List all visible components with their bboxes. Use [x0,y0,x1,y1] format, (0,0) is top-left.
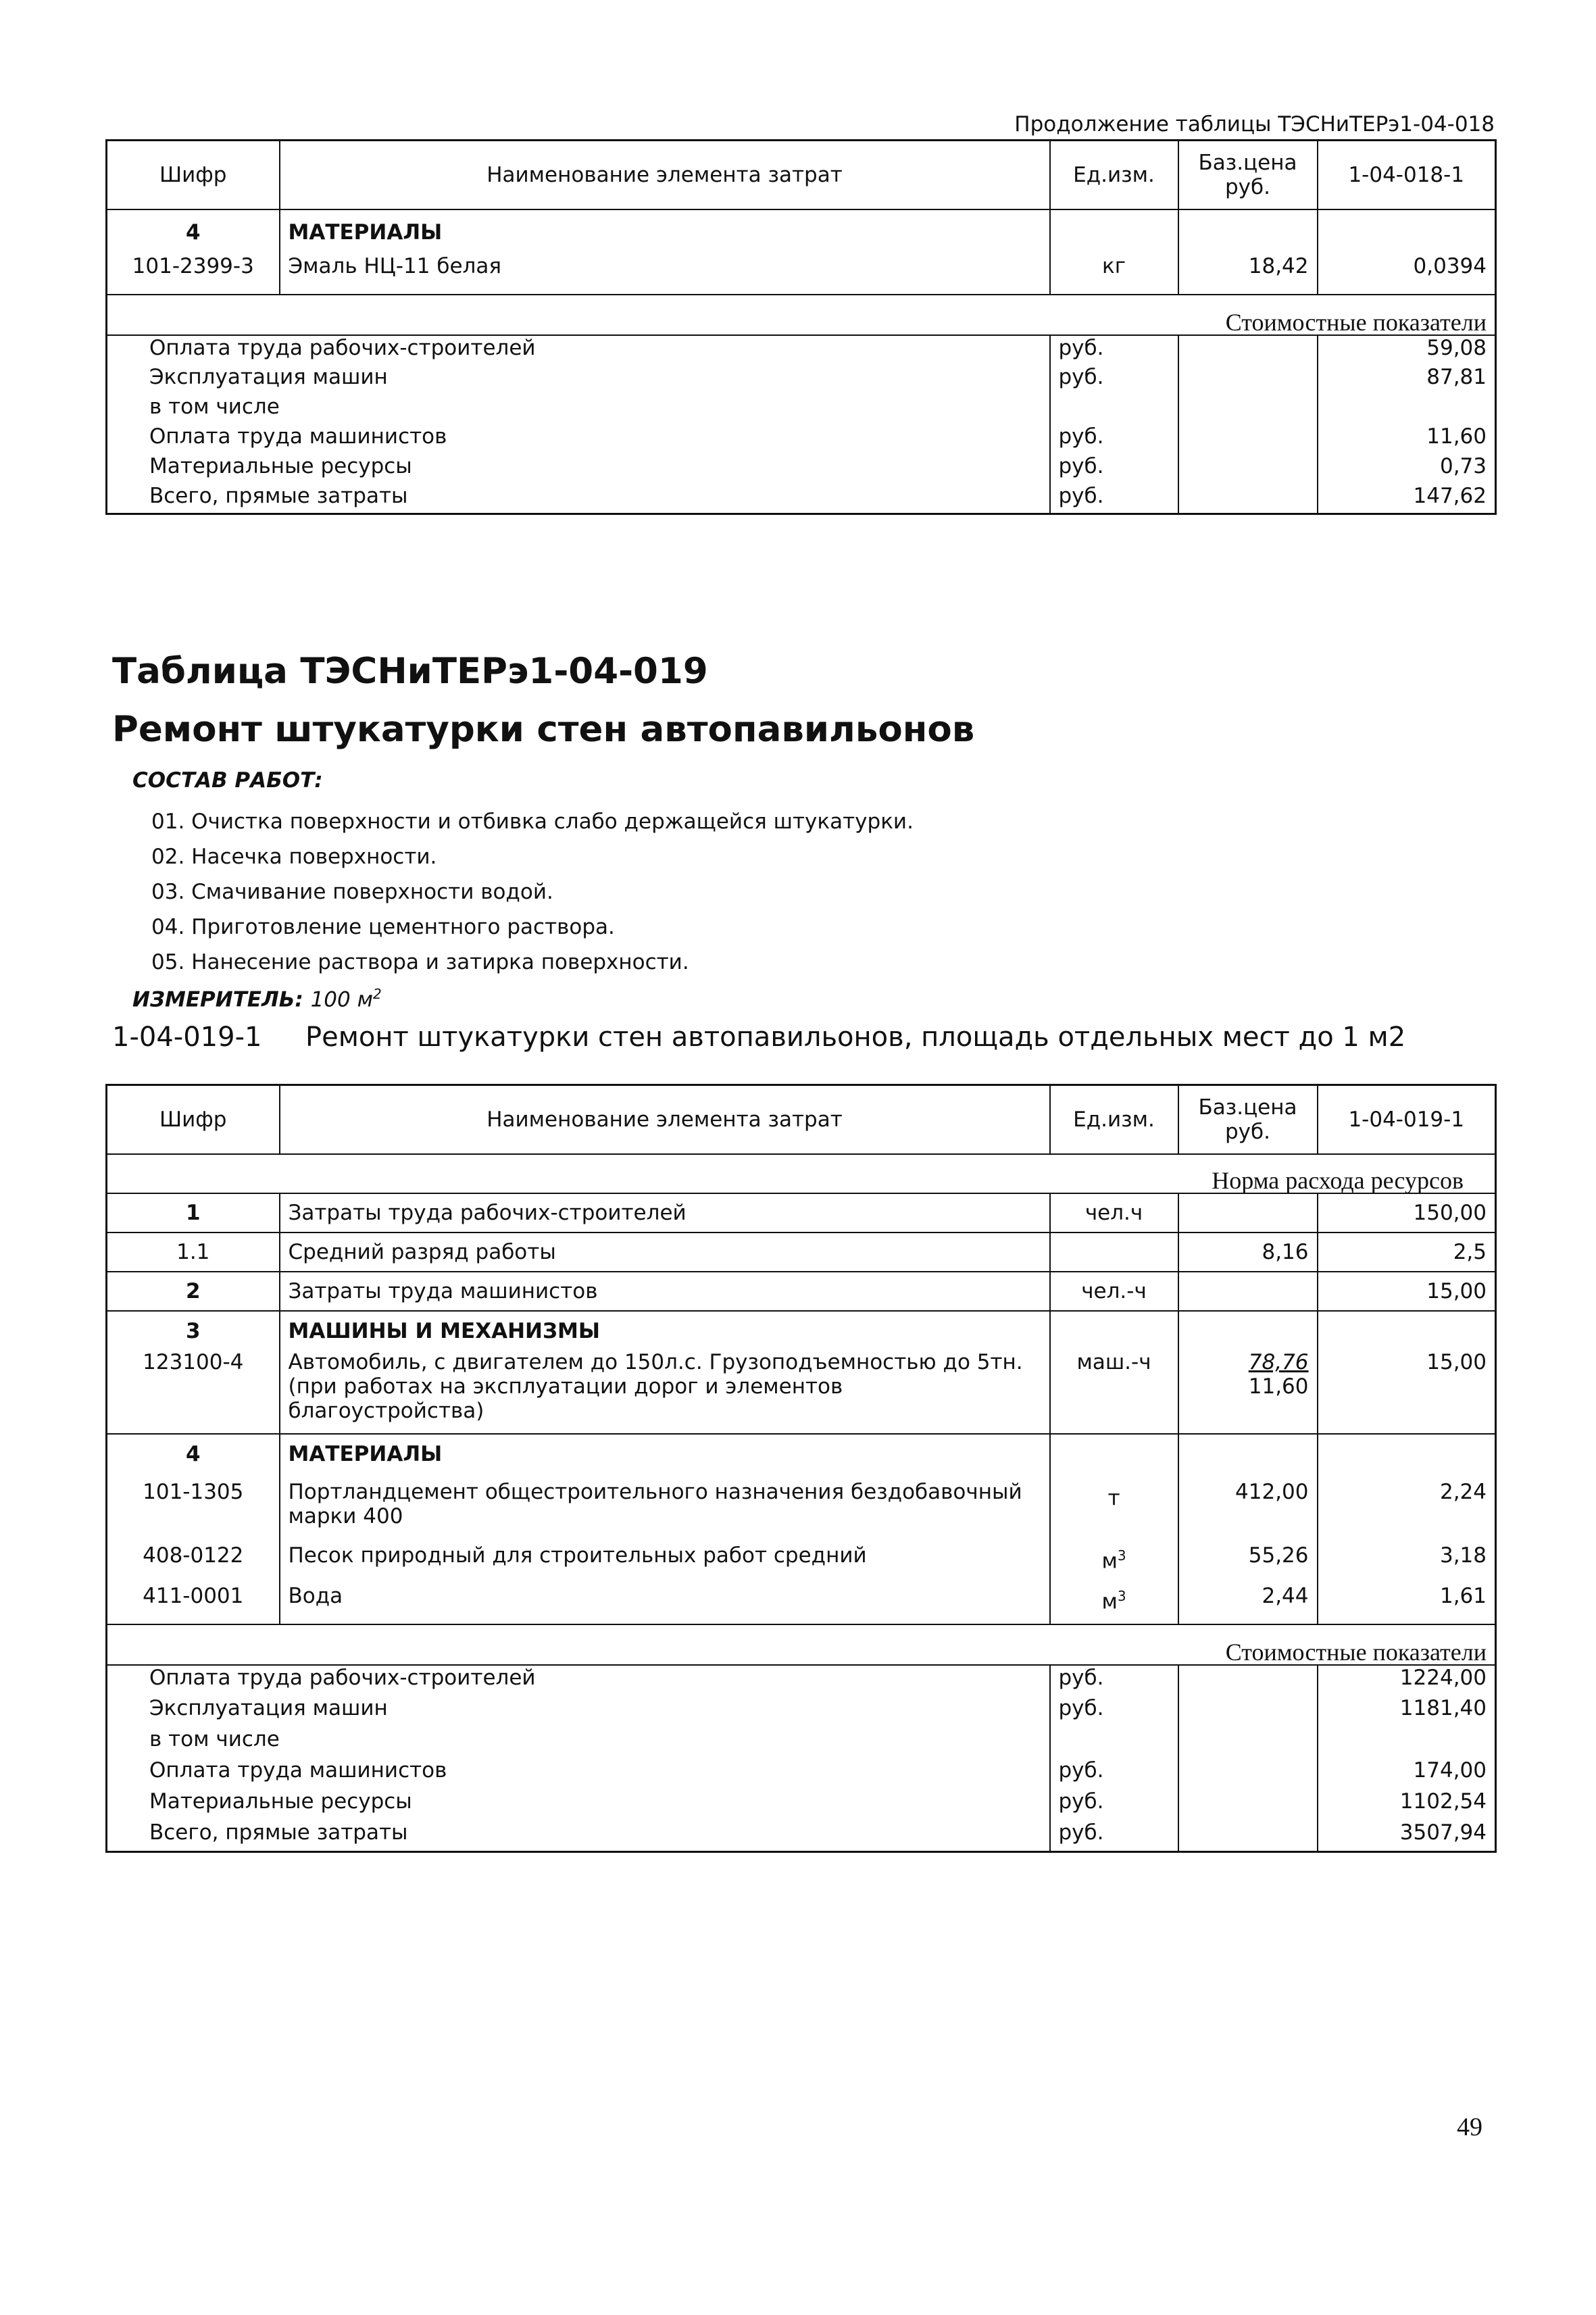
row-unit [1050,1543,1178,1584]
table-row [107,254,1496,295]
section-number: 3 [107,1311,280,1350]
row-price [1178,1272,1318,1311]
row-name: Затраты труда рабочих-строителей [280,1193,1050,1233]
stat-row [107,1789,1496,1820]
stat-label: в том числе [107,395,1050,424]
header-name: Наименование элемента затрат [280,141,1050,210]
header-base-price [1178,1085,1318,1155]
main-table [105,1084,1497,1853]
stat-label: Оплата труда машинистов [107,1758,1050,1789]
list-item: 03. Смачивание поверхности водой. [151,880,553,904]
table-row [107,1473,1496,1543]
header-rate-code: 1-04-018-1 [1318,141,1496,210]
header-rate-code: 1-04-019-1 [1318,1085,1496,1155]
section-row [107,209,1496,254]
list-item: 04. Приготовление цементного раствора. [151,915,615,939]
row-value: 15,00 [1318,1350,1496,1434]
table-header-row [107,1085,1496,1155]
row-code: 101-1305 [107,1473,280,1543]
table-row [107,1233,1496,1272]
stat-unit: руб. [1050,1665,1178,1696]
header-base-price-line2: руб. [1225,1120,1270,1144]
stat-label: Эксплуатация машин [107,1696,1050,1727]
price-bottom: 11,60 [1248,1374,1309,1399]
row-price [1178,1350,1318,1434]
row-value: 15,00 [1318,1272,1496,1311]
stat-unit: руб. [1050,1820,1178,1851]
stat-row [107,1696,1496,1727]
row-code: 1.1 [107,1233,280,1272]
header-code: Шифр [107,1085,280,1155]
section-title: МАТЕРИАЛЫ [280,209,1050,254]
row-price: 18,42 [1178,254,1318,295]
table-row [107,1272,1496,1311]
stat-label: в том числе [107,1727,1050,1758]
stat-title-row [107,1624,1496,1665]
unit-sup: 3 [1117,1588,1126,1604]
row-code: 408-0122 [107,1543,280,1584]
header-base-price [1178,141,1318,210]
stat-unit: руб. [1050,365,1178,395]
row-code: 123100-4 [107,1350,280,1434]
stat-label: Оплата труда рабочих-строителей [107,335,1050,365]
row-name: Портландцемент общестроительного назначения бездобавочный марки 400 [280,1473,1050,1543]
stat-value [1318,395,1496,424]
stat-value: 59,08 [1318,335,1496,365]
row-unit [1050,1473,1178,1543]
row-price: 55,26 [1178,1543,1318,1584]
stat-row [107,1820,1496,1851]
header-unit: Ед.изм. [1050,141,1178,210]
stat-row [107,1665,1496,1696]
header-base-price-line1: Баз.цена [1198,151,1297,175]
section-title: МАШИНЫ И МЕХАНИЗМЫ [280,1311,1050,1350]
continuation-table [105,139,1497,515]
stat-row [107,484,1496,514]
stat-unit: руб. [1050,1696,1178,1727]
stat-value: 1224,00 [1318,1665,1496,1696]
table-row [107,1193,1496,1233]
row-unit: чел.-ч [1050,1272,1178,1311]
table-row [107,1584,1496,1624]
stat-row [107,395,1496,424]
header-unit: Ед.изм. [1050,1085,1178,1155]
row-value: 3,18 [1318,1543,1496,1584]
row-value: 150,00 [1318,1193,1496,1233]
unit-text: м [1101,1549,1118,1574]
table-row [107,1543,1496,1584]
row-value: 2,24 [1318,1473,1496,1543]
stat-value: 147,62 [1318,484,1496,514]
stat-unit: руб. [1050,335,1178,365]
section-number: 4 [107,1434,280,1473]
stat-value: 3507,94 [1318,1820,1496,1851]
row-price: 2,44 [1178,1584,1318,1624]
header-base-price-line2: руб. [1225,175,1270,199]
stat-title: Стоимостные показатели [107,295,1496,335]
row-name: Затраты труда машинистов [280,1272,1050,1311]
stat-label: Материальные ресурсы [107,454,1050,484]
stat-value: 87,81 [1318,365,1496,395]
stat-unit: руб. [1050,1758,1178,1789]
row-price: 8,16 [1178,1233,1318,1272]
stat-label: Эксплуатация машин [107,365,1050,395]
stat-value: 11,60 [1318,424,1496,454]
norm-title: Норма расхода ресурсов [107,1154,1496,1193]
header-code: Шифр [107,141,280,210]
stat-row [107,1758,1496,1789]
list-item: 02. Насечка поверхности. [151,845,437,869]
row-name: Автомобиль, с двигателем до 150л.с. Грузоподъемностью до 5тн. (при работах на эксплуатации дорог и элементов благоустройства) [280,1350,1050,1434]
row-value: 2,5 [1318,1233,1496,1272]
work-composition-label: СОСТАВ РАБОТ: [132,768,323,793]
unit-text: м [1101,1589,1118,1614]
row-name: Средний разряд работы [280,1233,1050,1272]
row-unit: чел.ч [1050,1193,1178,1233]
rate-code: 1-04-019-1 [112,1022,262,1053]
stat-value: 174,00 [1318,1758,1496,1789]
row-name: Песок природный для строительных работ средний [280,1543,1050,1584]
work-list [151,804,914,980]
stat-value [1318,1727,1496,1758]
row-code: 101-2399-3 [107,254,280,295]
stat-row [107,424,1496,454]
row-code: 411-0001 [107,1584,280,1624]
row-unit [1050,1584,1178,1624]
continuation-caption: Продолжение таблицы ТЭСНиТЕРэ1-04-018 [1014,112,1495,136]
meter-value: 100 м [310,987,373,1012]
row-code: 1 [107,1193,280,1233]
section-title: МАТЕРИАЛЫ [280,1434,1050,1473]
price-top: 78,76 [1248,1350,1309,1374]
table-subtitle: Ремонт штукатурки стен автопавильонов [112,709,975,750]
stat-label: Оплата труда рабочих-строителей [107,1665,1050,1696]
stat-value: 1102,54 [1318,1789,1496,1820]
stat-label: Всего, прямые затраты [107,484,1050,514]
stat-unit: руб. [1050,484,1178,514]
row-name: Эмаль НЦ-11 белая [280,254,1050,295]
stat-title: Стоимостные показатели [107,1624,1496,1665]
stat-unit: руб. [1050,1789,1178,1820]
row-value: 1,61 [1318,1584,1496,1624]
stat-label: Материальные ресурсы [107,1789,1050,1820]
row-value: 0,0394 [1318,254,1496,295]
rate-line [112,1020,1405,1054]
row-unit [1050,1233,1178,1272]
stat-unit [1050,1727,1178,1758]
stat-row [107,1727,1496,1758]
norm-title-row [107,1154,1496,1193]
list-item: 01. Очистка поверхности и отбивка слабо держащейся штукатурки. [151,810,914,834]
stat-label: Оплата труда машинистов [107,424,1050,454]
stat-row [107,454,1496,484]
stat-unit: руб. [1050,424,1178,454]
meter-sup: 2 [372,986,382,1002]
stat-row [107,365,1496,395]
section-row [107,1434,1496,1473]
table-row [107,1350,1496,1434]
section-row [107,1311,1496,1350]
stat-value: 1181,40 [1318,1696,1496,1727]
stat-label: Всего, прямые затраты [107,1820,1050,1851]
row-unit: кг [1050,254,1178,295]
section-number: 4 [107,209,280,254]
stat-title-row [107,295,1496,335]
stat-unit [1050,395,1178,424]
row-unit: маш.-ч [1050,1350,1178,1434]
header-base-price-line1: Баз.цена [1198,1095,1297,1120]
list-item: 05. Нанесение раствора и затирка поверхности. [151,950,689,974]
row-price [1178,1193,1318,1233]
unit-sup: 3 [1117,1547,1126,1564]
page-number: 49 [1457,2113,1482,2141]
row-price: 412,00 [1178,1473,1318,1543]
meter-line [132,981,382,1012]
stat-row [107,335,1496,365]
header-name: Наименование элемента затрат [280,1085,1050,1155]
meter-label: ИЗМЕРИТЕЛЬ: [132,987,303,1012]
table-title: Таблица ТЭСНиТЕРэ1-04-019 [112,651,708,692]
row-code: 2 [107,1272,280,1311]
stat-value: 0,73 [1318,454,1496,484]
unit-text: т [1107,1486,1120,1511]
row-name: Вода [280,1584,1050,1624]
stat-unit: руб. [1050,454,1178,484]
table-header-row [107,141,1496,210]
rate-name: Ремонт штукатурки стен автопавильонов, площадь отдельных мест до 1 м2 [305,1022,1406,1053]
